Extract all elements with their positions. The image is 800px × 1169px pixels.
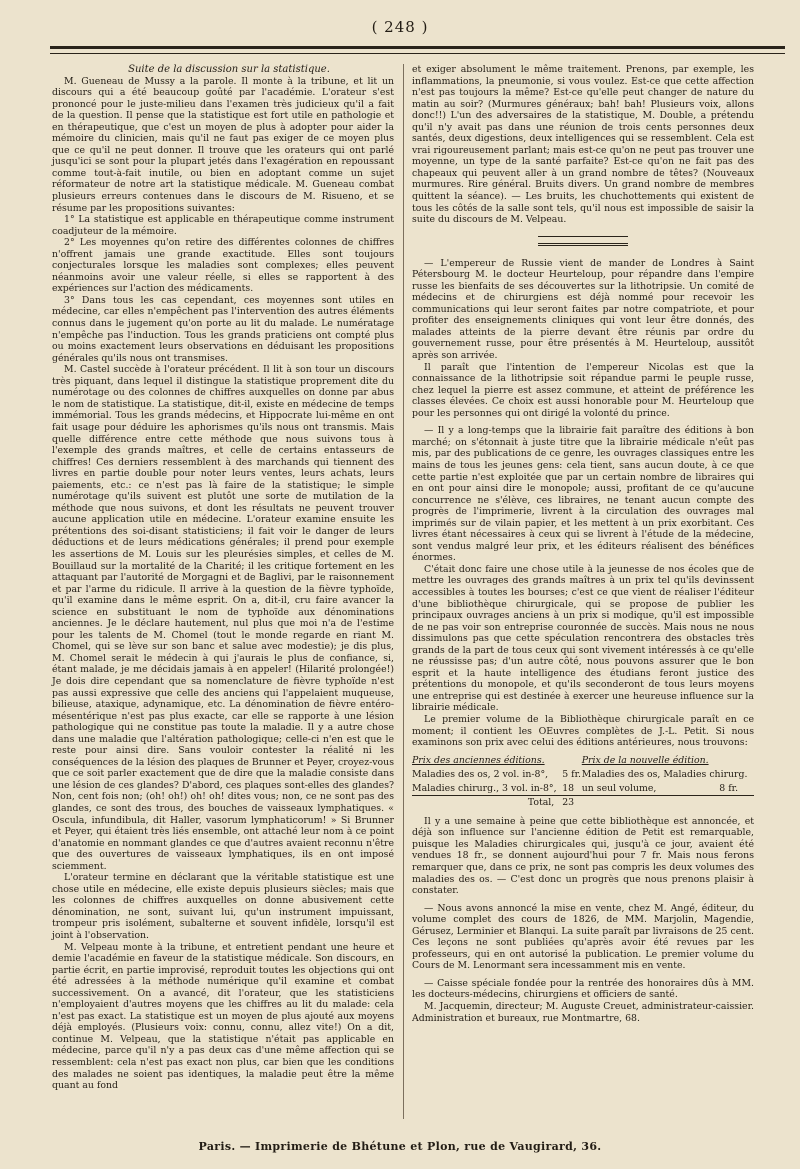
paragraph: et exiger absolument le même traitement. Prenons, par exemple, les inflammations, la pneumonie, si vous voulez. Est-ce que cette affection n'est pas toujours la même? Est-ce qu'elle peut changer de nature du matin au soir? (Murmures généraux; bah! bah! Plusieurs voix, allons donc!!) L'un des adversaires de la statistique, M. Double, a prétendu qu'il n'y avait pas dans une réunion de trois cents personnes deux santés, deux digestions, deux intelligences qui se ressemblent. Cela est vrai rigoureusement parlant; mais est-ce qu'on ne peut pas trouver une moyenne, un type de la santé parfaite? Est-ce qu'on ne fait pas des chapeaux qui peuvent aller à un grand nombre de têtes? (Nouveaux murmures. Rire général. Bruits divers. Un grand nombre de membres quittent la séance). — Les bruits, les chuchottements qui existent de tous les côtés de la salle sont tels, qu'il nous est impossible de saisir la suite du discours de M. Velpeau. [412,64,754,226]
table-cell: Maladies chirurg., 3 vol. in-8°, [412,782,557,794]
paragraph: M. Castel succède à l'orateur précédent. Il lit à son tour un discours très piquant, dans lequel il distingue la statistique proprement dite du numérotage ou des colonnes de chiffres auxquelles on donne par abus le nom de statistique. La statistique, dit-il, existe en médecine de temps immémorial. Tous les grands médecins, et Hippocrate lui-même en ont fait usage pour déduire les aphorismes qu'ils nous ont transmis. Mais quelle différence entre cette méthode que nous suivons tous à l'exemple des grands maîtres, et celle de certains entasseurs de chiffres! Ces derniers ressemblent à des marchands qui tiennent des livres en partie double pour noter leurs ventes, leurs achats, leurs paiements, etc.: ce n'est pas là faire de la statistique; le simple numérotage qu'ils suivent est plutôt une sorte de mutilation de la méthode que nous suivons, et dont les résultats ne peuvent trouver aucune application utile en médecine. L'orateur examine ensuite les prétentions des soi-disant statisticiens; il fait voir le danger de leurs déductions et de leurs médications générales; il prend pour exemple les assertions de M. Louis sur les pleurésies simples, et celles de M. Bouillaud sur la mortalité de la Charité; il les critique fortement en les attaquant par l'autorité de Morgagni et de Baglivi, par le raisonnement et par l'arme du ridicule. Il arrive à la question de la fièvre typhoïde, qu'il examine dans le même esprit. On a, dit-il, cru faire avancer la science en substituant le nom de typhoïde aux dénominations anciennes. Je le déclare hautement, nul plus que moi n'a de l'estime pour les talents de M. Chomel (tout le monde regarde en riant M. Chomel, qui se lève sur son banc et salue avec modestie); je dis plus, M. Chomel serait le médecin à qui j'aurais le plus de confiance, si, étant malade, je me décidais jamais à en appeler! (Hilarité prolongée!) Je dois dire cependant que sa nomenclature de fièvre typhoïde n'est pas aussi expressive que celle des anciens qui l'appelaient muqueuse, bilieuse, ataxique, adynamique, etc. La dénomination de fièvre entéro-mésentérique n'est pas plus exacte, car elle se rapporte à une lésion pathologique qui ne constitue pas toute la maladie. Il y a autre chose dans une maladie que l'altération pathologique; celle-ci n'en est que le reste pour ainsi dire. Sans vouloir contester la réalité ni les conséquences de la lésion des plaques de Brunner et Peyer, croyez-vous que ce soit parler exactement que de dire que la maladie consiste dans une lésion de ces glandes? D'abord, ces plaques sont-elles des glandes? Non, cent fois non; (oh! oh!) oh! oh! dites vous; non, ce ne sont pas des glandes, ce sont des trous, des bouches de vaisseaux lymphatiques. « Oscula, infundibula, dit Haller, vasorum lymphaticorum! » Si Brunner et Peyer, qui étaient très liés ensemble, ont attaché leur nom à ce point d'anatomie en nommant glandes ce que d'autres avaient reconnu n'être que des ouvertures de vaisseaux lymphatiques, ils en ont imposé sciemment. [52,364,394,872]
paragraph: 3° Dans tous les cas cependant, ces moyennes sont utiles en médecine, car elles n'empêchent pas l'intervention des autres éléments connus dans le jugement qu'on porte au lit du malade. Le numératage n'empêche pas l'induction. Tous les grands praticiens ont compté plus ou moins exactement leurs observations en déduisant les propositions générales qu'ils nous ont transmises. [52,294,394,364]
table-cell: 5 fr. [562,769,582,781]
left-column [52,64,394,1092]
table-total-row [412,796,754,810]
paragraph: L'orateur termine en déclarant que la véritable statistique est une chose utile en médecine, elle existe depuis plusieurs siècles; mais que les colonnes de chiffres auxquelles on donne abusivement cette dénomination, ne sont, suivant lui, qu'un instrument impuissant, trompeur pris isolément, subalterne et souvent infidèle, lorsqu'il est joint à l'observation. [52,872,394,942]
header-rule-thin [50,53,785,54]
table-header-old: Prix des anciennes éditions. [412,754,545,766]
paragraph: Le premier volume de la Bibliothèque chirurgicale paraît en ce moment; il contient les OEuvres complètes de J.-L. Petit. Si nous examinons son prix avec celui des éditions antérieures, nous trouvons: [412,713,754,749]
section-title: Suite de la discussion sur la statistique. [128,64,330,75]
paragraph: 1° La statistique est applicable en thérapeutique comme instrument coadjuteur de la mémoire. [52,214,394,237]
table-total-value: 23 [562,796,582,810]
paragraph: — Nous avons annoncé la mise en vente, chez M. Angé, éditeur, du volume complet des cours de 1826, de MM. Marjolin, Magendie, Gérusez, Lerminier et Blanqui. La suite paraît par livraisons de 25 cent. Ces leçons ne sont publiées qu'après avoir été revues par les professeurs, qui en ont autorisé la publication. Le premier volume du Cours de M. Lenormant sera incessamment mis en vente. [412,902,754,972]
column-divider [403,64,404,1119]
table-cell: un seul volume, [581,782,657,794]
table-cell: Maladies des os, Maladies chirurg. [581,769,748,781]
table-header-new: Prix de la nouvelle édition. [581,754,709,766]
table-total-label: Total, [412,796,562,810]
price-table [412,753,754,810]
ornamental-divider [538,236,628,246]
paragraph: — Il y a long-temps que la librairie fait paraître des éditions à bon marché; on s'étonnait à juste titre que la librairie médicale n'eût pas mis, par des publications de ce genre, les ouvrages classiques entre les mains de tous les jeunes gens: cela tient, sans aucun doute, à ce que cette partie n'est exploitée que par un certain nombre de libraires qui en ont pour ainsi dire le monopole; aussi, profitant de ce qu'aucune concurrence ne s'élève, ces libraires, ne tenant aucun compte des progrès de l'imprimerie, livrent à la circulation des ouvrages mal imprimés sur de vilain papier, et les mettent à un prix exorbitant. Ces livres étant nécessaires à ceux qui se livrent à l'étude de la médecine, sont vendus malgré leur prix, et les éditeurs réalisent des bénéfices énormes. [412,425,754,564]
paragraph: M. Gueneau de Mussy a la parole. Il monte à la tribune, et lit un discours qui a été beaucoup goûté par l'académie. L'orateur s'est prononcé pour le juste-milieu dans l'examen très judicieux qu'il a fait de la question. Il pense que la statistique est fort utile en pathologie et en thérapeutique, que c'est un moyen de plus à adopter pour aider la mémoire du clinicien, mais qu'il ne faut pas exiger de ce moyen plus que ce qu'il ne peut donner. Il trouve que les orateurs qui ont parlé jusqu'ici se sont pour la plupart jetés dans l'exagération en repoussant comme tout-à-fait inutile, ou bien en adoptant comme un sujet réformateur de notre art la statistique médicale. M. Gueneau combat plusieurs erreurs contenues dans le discours de M. Risueno, et se résume par les propositions suivantes: [52,75,394,214]
table-cell: Maladies des os, 2 vol. in-8°, [412,769,549,781]
page-number: ( 248 ) [371,18,429,36]
paragraph: Il y a une semaine à peine que cette bibliothèque est annoncée, et déjà son influence sur l'ancienne édition de Petit est remarquable, puisque les Maladies chirurgicales qui, jusqu'à ce jour, avaient été vendues 18 fr., se donnent aujourd'hui pour 7 fr. Mais nous ferons remarquer que, dans ce prix, ne sont pas compris les deux volumes des maladies des os. — C'est donc un progrès que nous prenons plaisir à constater. [412,815,754,897]
right-column [412,64,754,1024]
header-rule-thick [50,46,785,49]
paragraph: — L'empereur de Russie vient de mander de Londres à Saint Pétersbourg M. le docteur Heurteloup, pour répandre dans l'empire russe les bienfaits de ses découvertes sur la lithotripsie. Un comité de médecins et de chirurgiens est déjà nommé pour recevoir les communications qui leur seront faites par notre compatriote, et pour profiter des enseignements cliniques qui vont leur être donnés, des malades atteints de la pierre devant être réunis par ordre du gouvernement russe, pour être présentés à M. Heurteloup, aussitôt après son arrivée. [412,257,754,362]
table-cell: 18 [562,782,575,794]
table-cell: 8 fr. [719,782,739,794]
printer-imprint: Paris. — Imprimerie de Bhétune et Plon, rue de Vaugirard, 36. [198,1140,602,1153]
paragraph: M. Velpeau monte à la tribune, et entretient pendant une heure et demie l'académie en faveur de la statistique médicale. Son discours, en partie écrit, en partie improvisé, reproduit toutes les objections qui ont été adressées à la méthode numérique qu'il examine et combat successivement. On a avancé, dit l'orateur, que les statisticiens n'employaient d'autres moyens que les chiffres au lit du malade: cela n'est pas exact. La statistique est un moyen de plus ajouté aux moyens déjà employés. (Plusieurs voix: connu, connu, allez vite!) On a dit, continue M. Velpeau, que la statistique n'était pas applicable en médecine, parce qu'il n'y a pas deux cas d'une même affection qui se ressemblent: cela n'est pas exact non plus, car bien que les conditions des malades ne soient pas identiques, la maladie peut être la même quant au fond [52,941,394,1092]
table-row [412,782,754,796]
paragraph: — Caisse spéciale fondée pour la rentrée des honoraires dûs à MM. les docteurs-médecins, chirurgiens et officiers de santé. [412,977,754,1001]
paragraph: C'était donc faire une chose utile à la jeunesse de nos écoles que de mettre les ouvrages des grands maîtres à un prix tel qu'ils devinssent accessibles à toutes les bourses; c'est ce que vient de réaliser l'éditeur d'une bibliothèque chirurgicale, qui se propose de publier les principaux ouvrages anciens à un prix si modique, qu'il est impossible de ne pas voir son entreprise couronnée de succès. Mais nous ne nous dissimulons pas que cette spéculation rencontrera des obstacles très grands de la part de tous ceux qui sont vivement intéressés à ce qu'elle ne réussisse pas; d'un autre côté, nous pouvons assurer que le bon esprit et la haute intelligence des étudians feront justice des prétentions du monopole, et qu'ils seconderont de tous leurs moyens une entreprise qui est destinée à exercer une heureuse influence sur la librairie médicale. [412,563,754,714]
table-row [412,768,754,782]
paragraph: M. Jacquemin, directeur; M. Auguste Creuet, administrateur-caissier. Administration et bureaux, rue Montmartre, 68. [412,1001,754,1024]
paragraph: Il paraît que l'intention de l'empereur Nicolas est que la connaissance de la lithotripsie soit répandue parmi le peuple russe, chez lequel la pierre est assez commune, et atteint de préférence les classes élevées. Ce choix est aussi honorable pour M. Heurteloup que pour les personnes qui ont dirigé la volonté du prince. [412,361,754,419]
paragraph: 2° Les moyennes qu'on retire des différentes colonnes de chiffres n'offrent jamais une grande exactitude. Elles sont toujours conjecturales lorsque les maladies sont complexes; elles peuvent néanmoins avoir une valeur réelle, si elles se rapportent à des expériences sur l'action des médicaments. [52,237,394,295]
